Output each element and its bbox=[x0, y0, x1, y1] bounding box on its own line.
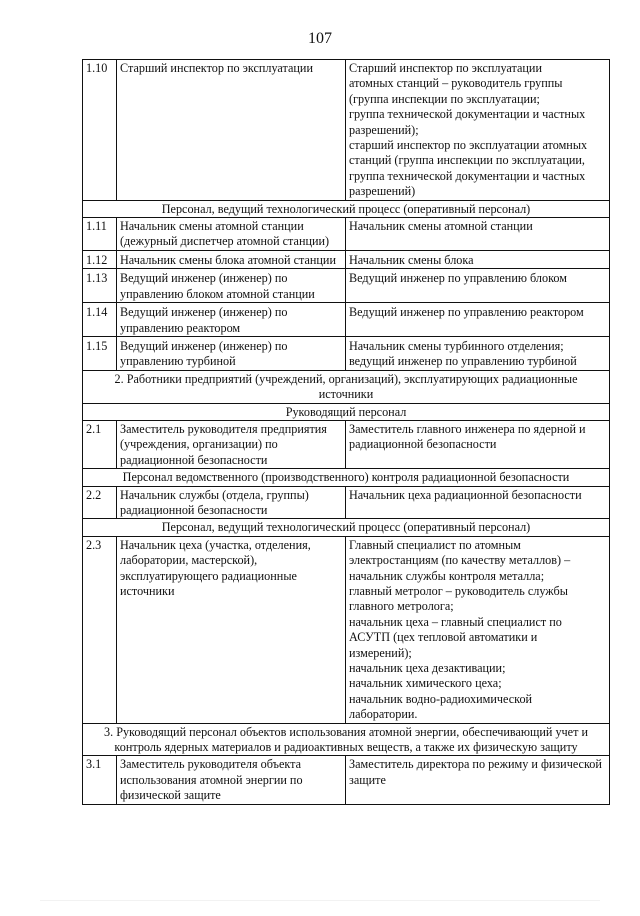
russian-position: Главный специалист по атомным электростанциям (по качеству металлов) – начальник службы контроля металла; главный метролог – руководитель службы главного метролога; начальник цеха – главный специалист по АСУТП (цех тепловой автоматики и измерений); начальник цеха дезактивации; начальник химического цеха; начальник водно-радиохимической лаборатории. bbox=[346, 536, 610, 723]
positions-table bbox=[82, 59, 610, 805]
section-heading: 3. Руководящий персонал объектов использования атомной энергии, обеспечивающий учет и контроль ядерных материалов и радиоактивных веществ, а также их физическую защиту bbox=[83, 723, 610, 756]
russian-position: Заместитель директора по режиму и физической защите bbox=[346, 756, 610, 804]
section-row bbox=[83, 200, 610, 217]
scan-edge-line bbox=[40, 900, 600, 901]
row-number: 2.3 bbox=[83, 536, 117, 723]
row-number: 1.14 bbox=[83, 303, 117, 337]
row-number: 1.12 bbox=[83, 250, 117, 268]
section-row bbox=[83, 519, 610, 536]
table-row bbox=[83, 218, 610, 251]
foreign-position: Ведущий инженер (инженер) по управлению блоком атомной станции bbox=[117, 269, 346, 303]
table-row bbox=[83, 336, 610, 370]
row-number: 1.10 bbox=[83, 60, 117, 201]
table-row bbox=[83, 250, 610, 268]
foreign-position: Начальник цеха (участка, отделения, лаборатории, мастерской), эксплуатирующего радиационные источники bbox=[117, 536, 346, 723]
row-number: 1.13 bbox=[83, 269, 117, 303]
section-row bbox=[83, 723, 610, 756]
russian-position: Заместитель главного инженера по ядерной и радиационной безопасности bbox=[346, 420, 610, 468]
table-row bbox=[83, 60, 610, 201]
page-number: 107 bbox=[308, 30, 332, 47]
foreign-position: Ведущий инженер (инженер) по управлению турбиной bbox=[117, 336, 346, 370]
row-number: 2.1 bbox=[83, 420, 117, 468]
table-row bbox=[83, 536, 610, 723]
table-row bbox=[83, 756, 610, 804]
section-heading: Руководящий персонал bbox=[83, 403, 610, 420]
table-row bbox=[83, 269, 610, 303]
russian-position: Начальник смены атомной станции bbox=[346, 218, 610, 251]
russian-position: Начальник смены турбинного отделения; ведущий инженер по управлению турбиной bbox=[346, 336, 610, 370]
row-number: 1.11 bbox=[83, 218, 117, 251]
foreign-position: Заместитель руководителя объекта использования атомной энергии по физической защите bbox=[117, 756, 346, 804]
russian-position: Ведущий инженер по управлению реактором bbox=[346, 303, 610, 337]
section-row bbox=[83, 370, 610, 403]
table-row bbox=[83, 303, 610, 337]
section-heading: Персонал ведомственного (производственного) контроля радиационной безопасности bbox=[83, 469, 610, 486]
section-heading: Персонал, ведущий технологический процесс (оперативный персонал) bbox=[83, 200, 610, 217]
foreign-position: Заместитель руководителя предприятия (учреждения, организации) по радиационной безопасности bbox=[117, 420, 346, 468]
table-row bbox=[83, 486, 610, 519]
russian-position: Начальник цеха радиационной безопасности bbox=[346, 486, 610, 519]
row-number: 3.1 bbox=[83, 756, 117, 804]
section-row bbox=[83, 469, 610, 486]
russian-position: Старший инспектор по эксплуатации атомных станций – руководитель группы (группа инспекции по эксплуатации; группа технической документации и частных разрешений); старший инспектор по эксплуатации атомных станций (группа инспекции по эксплуатации, группа технической документации и частных разрешений) bbox=[346, 60, 610, 201]
row-number: 1.15 bbox=[83, 336, 117, 370]
section-heading: 2. Работники предприятий (учреждений, организаций), эксплуатирующих радиационные источники bbox=[83, 370, 610, 403]
foreign-position: Начальник службы (отдела, группы) радиационной безопасности bbox=[117, 486, 346, 519]
foreign-position: Начальник смены блока атомной станции bbox=[117, 250, 346, 268]
foreign-position: Ведущий инженер (инженер) по управлению реактором bbox=[117, 303, 346, 337]
foreign-position: Начальник смены атомной станции (дежурный диспетчер атомной станции) bbox=[117, 218, 346, 251]
table-row bbox=[83, 420, 610, 468]
russian-position: Ведущий инженер по управлению блоком bbox=[346, 269, 610, 303]
foreign-position: Старший инспектор по эксплуатации bbox=[117, 60, 346, 201]
row-number: 2.2 bbox=[83, 486, 117, 519]
section-heading: Персонал, ведущий технологический процесс (оперативный персонал) bbox=[83, 519, 610, 536]
russian-position: Начальник смены блока bbox=[346, 250, 610, 268]
section-row bbox=[83, 403, 610, 420]
